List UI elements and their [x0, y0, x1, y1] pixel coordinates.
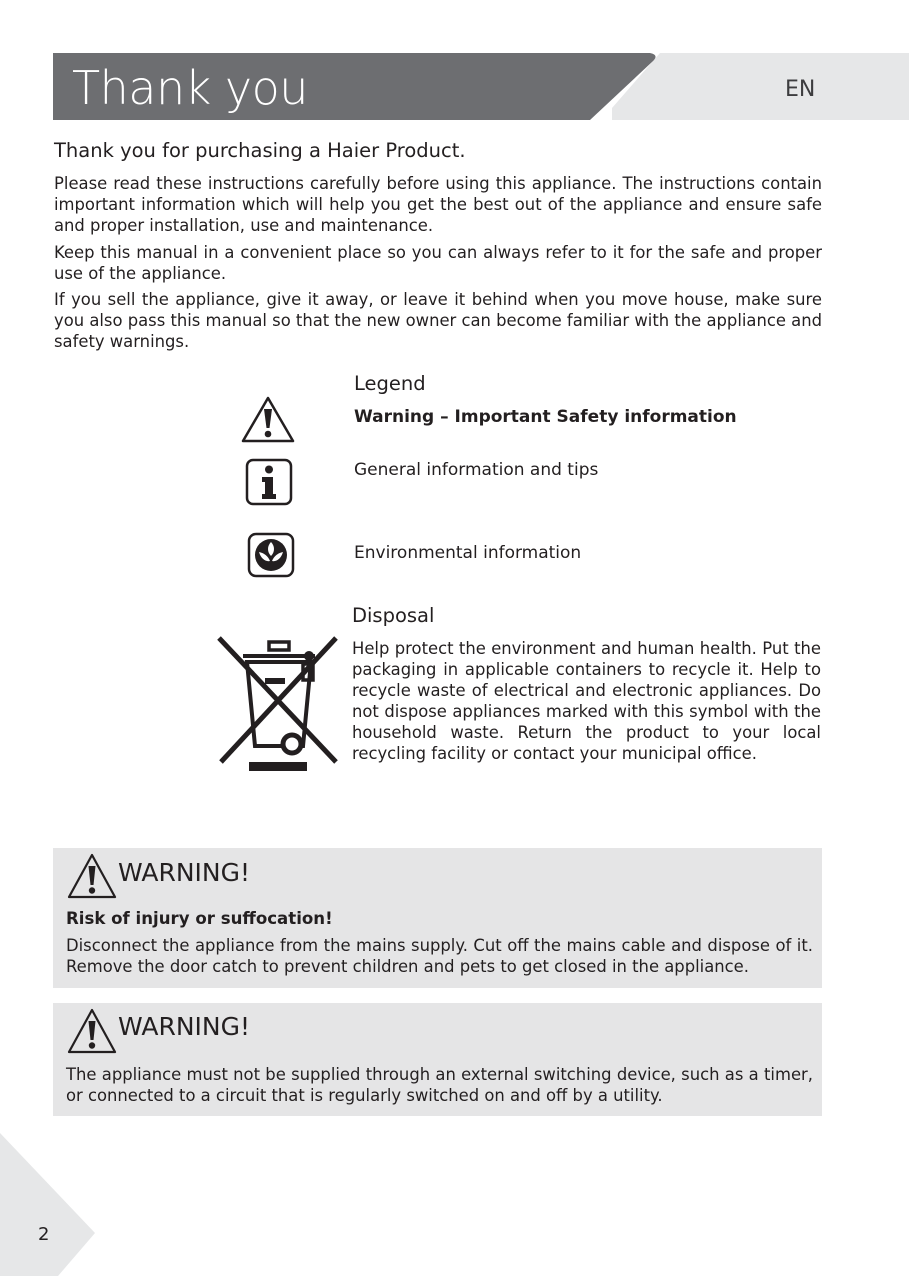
legend-heading: Legend [354, 372, 426, 395]
disposal-heading: Disposal [352, 604, 435, 627]
disposal-text: Help protect the environment and human health. Put the packaging in applicable containers to recycle it. Help to recycle waste of electrical and electronic appliances. Do not dispose appliances marked with this symbol with the household waste. Return the product to your local recycling facility or contact your municipal office. [352, 639, 821, 763]
legend-warning-label: Warning – Important Safety information [354, 407, 737, 427]
intro-paragraph-3: If you sell the appliance, give it away, or leave it behind when you move house, make sure you also pass this manual so that the new owner can become familiar with the appliance and safety warnings. [54, 290, 822, 351]
warning-1-title: WARNING! [118, 858, 250, 887]
crossed-out-bin-icon [215, 634, 340, 774]
page-number: 2 [38, 1224, 50, 1245]
header-light-tab [612, 53, 909, 120]
warning-1-subtitle: Risk of injury or suffocation! [66, 909, 333, 928]
warning-triangle-icon [66, 852, 118, 900]
warning-triangle-icon [66, 1007, 118, 1055]
info-icon [245, 458, 293, 506]
warning-triangle-icon [240, 395, 296, 445]
intro-heading: Thank you for purchasing a Haier Product. [54, 139, 466, 162]
intro-paragraph-2: Keep this manual in a convenient place so you can always refer to it for the safe and proper use of the appliance. [54, 243, 822, 283]
environment-icon [247, 532, 295, 578]
legend-info-label: General information and tips [354, 460, 599, 480]
warning-1-text: Disconnect the appliance from the mains supply. Cut off the mains cable and dispose of it. Remove the door catch to prevent children and pets to get closed in the appliance. [66, 936, 813, 976]
warning-2-title: WARNING! [118, 1012, 250, 1041]
intro-paragraph-1: Please read these instructions carefully before using this appliance. The instructions contain important information which will help you get the best out of the appliance and ensure safe and proper installation, use and maintenance. [54, 174, 822, 235]
warning-2-text: The appliance must not be supplied through an external switching device, such as a timer, or connected to a circuit that is regularly switched on and off by a utility. [66, 1065, 813, 1105]
page-title: Thank you [72, 61, 308, 115]
footer-corner-shape [0, 1133, 95, 1276]
language-label: EN [785, 77, 816, 102]
legend-environment-label: Environmental information [354, 543, 582, 563]
